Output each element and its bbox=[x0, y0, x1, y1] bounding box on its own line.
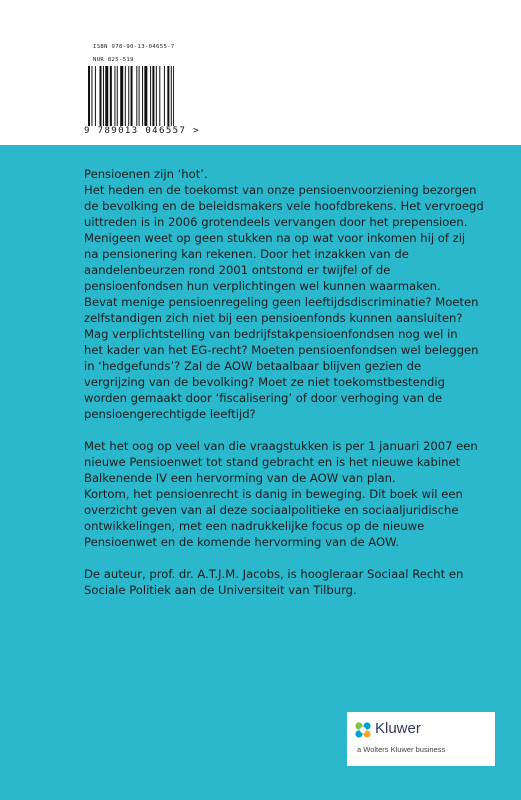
text-line: De auteur, prof. dr. A.T.J.M. Jacobs, is hoogleraar Sociaal Recht en bbox=[84, 567, 464, 581]
isbn-label: ISBN 978-90-13-04655-7 bbox=[93, 44, 175, 50]
text-line: pensioenfondsen hun verplichtingen wel kunnen waarmaken. bbox=[84, 279, 441, 293]
text-line: Met het oog op veel van die vraagstukken is per 1 januari 2007 een bbox=[84, 439, 478, 453]
text-line: Menigeen weet op geen stukken na op wat voor inkomen hij of zij bbox=[84, 231, 466, 245]
text-line: ontwikkelingen, met een nadrukkelijke focus op de nieuwe bbox=[84, 519, 425, 533]
text-line: Pensioenen zijn ‘hot’. bbox=[84, 167, 208, 181]
text-line: pensioengerechtigde leeftijd? bbox=[84, 407, 256, 421]
text-line: Balkenende IV een hervorming van de AOW van plan. bbox=[84, 471, 396, 485]
nur-label: NUR 825-519 bbox=[93, 57, 134, 63]
text-line: Pensioenwet en de komende hervorming van de AOW. bbox=[84, 535, 399, 549]
text-line: in ‘hedgefunds’? Zal de AOW betaalbaar blijven gezien de bbox=[84, 359, 422, 373]
blurb-paragraph-3 bbox=[84, 566, 464, 598]
publisher-tagline: a Wolters Kluwer business bbox=[357, 745, 446, 754]
text-line: uittreden is in 2006 grotendeels vervangen door het prepensioen. bbox=[84, 215, 468, 229]
text-line: de bevolking en de beleidsmakers vele hoofdbrekens. Het vervroegd bbox=[84, 199, 484, 213]
text-line: aandelenbeurzen rond 2001 ontstond er twijfel of de bbox=[84, 263, 391, 277]
barcode-image bbox=[88, 66, 174, 126]
text-line: zelfstandigen zich niet bij een pensioenfonds kunnen aansluiten? bbox=[84, 311, 463, 325]
text-line: Kortom, het pensioenrecht is danig in beweging. Dit boek wil een bbox=[84, 487, 463, 501]
publisher-logo-box bbox=[347, 712, 495, 766]
kluwer-sphere-icon bbox=[353, 720, 373, 740]
text-line: worden gemaakt door ‘fiscalisering’ of door verhoging van de bbox=[84, 391, 443, 405]
publisher-name: Kluwer bbox=[375, 720, 421, 737]
text-line: nieuwe Pensioenwet tot stand gebracht en is het nieuwe kabinet bbox=[84, 455, 461, 469]
text-line: Het heden en de toekomst van onze pensioenvoorziening bezorgen bbox=[84, 183, 477, 197]
text-line: Sociale Politiek aan de Universiteit van Tilburg. bbox=[84, 583, 357, 597]
text-line: Mag verplichtstelling van bedrijfstakpensioenfondsen nog wel in bbox=[84, 327, 458, 341]
back-cover-text bbox=[84, 166, 484, 614]
barcode-digits: 9 789013 046557 > bbox=[84, 126, 200, 136]
barcode-panel bbox=[0, 0, 521, 145]
text-line: Bevat menige pensioenregeling geen leeftijdsdiscriminatie? Moeten bbox=[84, 295, 479, 309]
text-line: na pensionering kan rekenen. Door het inzakken van de bbox=[84, 247, 409, 261]
text-line: het kader van het EG-recht? Moeten pensioenfondsen wel beleggen bbox=[84, 343, 479, 357]
blurb-paragraph-1 bbox=[84, 166, 484, 422]
text-line: vergrijzing van de bevolking? Moet ze niet toekomstbestendig bbox=[84, 375, 445, 389]
blurb-paragraph-2 bbox=[84, 438, 478, 550]
text-line: overzicht geven van al deze sociaalpolitieke en sociaaljuridische bbox=[84, 503, 459, 517]
